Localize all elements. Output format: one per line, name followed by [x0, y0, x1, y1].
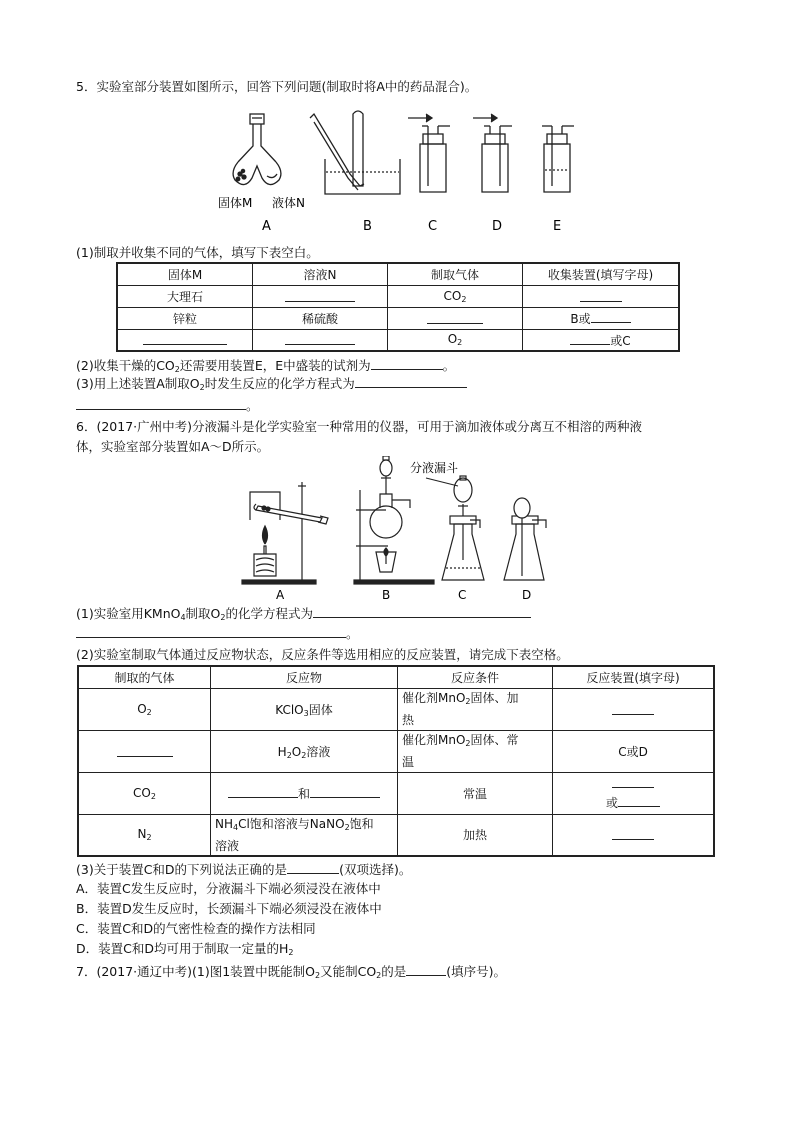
table-row [78, 730, 714, 772]
q6-cell: $CO_2$ [78, 772, 211, 814]
q6-blank-cell[interactable] [553, 688, 715, 730]
letter-b: B [363, 219, 372, 234]
q6-th-condition: 反应条件 [398, 666, 553, 688]
q6-blank-cell[interactable] [553, 814, 715, 856]
q5-part3: (3)用上述装置A制取$O_2$时发生反应的化学方程式为 [76, 374, 467, 397]
table-row [78, 688, 714, 730]
q6-apparatus-figure [236, 456, 556, 602]
q6-part1: (1)实验室用KMnO$_4$制取$O_2$的化学方程式为 [76, 604, 531, 627]
letter-a: A [262, 219, 271, 234]
table-row [78, 814, 714, 856]
answer-blank[interactable] [406, 962, 446, 976]
q6-cell: 催化剂MnO$_2$固体、常 温 [398, 730, 553, 772]
q5-th-gas: 制取气体 [388, 263, 523, 285]
apparatus-c-conical [442, 476, 484, 580]
q6-option-c: C．装置C和D的气密性检查的操作方法相同 [76, 921, 316, 936]
q6-cell: KClO$_3$固体 [211, 688, 398, 730]
apparatus-d-bottle [473, 114, 512, 192]
q5-blank-cell[interactable] [117, 329, 253, 351]
q5-blank-cell[interactable] [253, 285, 388, 307]
q5-cell: 稀硫酸 [253, 307, 388, 329]
q5-apparatus-figure [210, 104, 590, 234]
q6-stem-line2: 体，实验室部分装置如A～D所示。 [76, 439, 270, 454]
q6-th-reactant: 反应物 [211, 666, 398, 688]
letter-d: D [492, 219, 503, 234]
apparatus-b-flask [354, 456, 434, 584]
q6-cell[interactable]: 或 [553, 772, 715, 814]
q5-th-solid: 固体M [117, 263, 253, 285]
q6-th-device: 反应装置(填字母) [553, 666, 715, 688]
q6-option-b: B．装置D发生反应时，长颈漏斗下端必须浸没在液体中 [76, 901, 382, 916]
q6-cell: 常温 [398, 772, 553, 814]
answer-blank[interactable] [76, 396, 246, 410]
q5-blank-cell[interactable] [523, 285, 680, 307]
q6-part1-cont: 。 [76, 624, 359, 643]
apparatus-a-heating [242, 482, 328, 584]
apparatus-d-conical [504, 498, 546, 580]
answer-blank[interactable] [371, 356, 443, 370]
letter-c: C [458, 588, 467, 602]
apparatus-e-bottle [542, 126, 574, 192]
label-liquid-n: 液体N [272, 196, 305, 210]
q6-cell[interactable]: 和 [211, 772, 398, 814]
q7-stem: 7．(2017·通辽中考)(1)图1装置中既能制$O_2$又能制$CO_2$的是 (填序号)。 [76, 964, 507, 980]
q5-stem: 5．实验室部分装置如图所示，回答下列问题(制取时将A中的药品混合)。 [76, 79, 478, 94]
q6-th-gas: 制取的气体 [78, 666, 211, 688]
q5-th-collect: 收集装置(填写字母) [523, 263, 680, 285]
answer-blank[interactable] [313, 604, 531, 618]
q6-stem-line1: 6．(2017·广州中考)分液漏斗是化学实验室一种常用的仪器，可用于滴加液体或分离互不相溶的两种液 [76, 419, 642, 434]
table-row [117, 329, 679, 351]
table-row [117, 285, 679, 307]
q6-cell: $N_2$ [78, 814, 211, 856]
letter-a: A [276, 588, 285, 602]
q6-part3: (3)关于装置C和D的下列说法正确的是 (双项选择)。 [76, 862, 412, 877]
answer-blank[interactable] [355, 374, 467, 388]
letter-b: B [382, 588, 391, 602]
letter-e: E [553, 219, 562, 234]
q5-part2: (2)收集干燥的$CO_2$还需要用装置E，E中盛装的试剂为 。 [76, 358, 456, 374]
q5-cell: 大理石 [117, 285, 253, 307]
q6-cell: $NH_4Cl$饱和溶液与NaNO$_2$饱和 溶液 [211, 814, 398, 856]
q6-cell: 催化剂MnO$_2$固体、加 热 [398, 688, 553, 730]
label-solid-m: 固体M [218, 196, 253, 210]
q5-table [116, 262, 680, 352]
q6-table [77, 665, 715, 857]
q5-part3-cont: 。 [76, 396, 259, 415]
q6-cell: 加热 [398, 814, 553, 856]
answer-blank[interactable] [287, 860, 339, 874]
funnel-label: 分液漏斗 [410, 461, 459, 475]
letter-d: D [522, 588, 532, 602]
apparatus-c-bottle [408, 114, 450, 192]
q6-blank-cell[interactable] [78, 730, 211, 772]
q6-part2: (2)实验室制取气体通过反应物状态，反应条件等选用相应的反应装置，请完成下表空格。 [76, 647, 569, 662]
q6-cell: $O_2$ [78, 688, 211, 730]
q5-blank-cell[interactable] [253, 329, 388, 351]
q6-option-a: A．装置C发生反应时，分液漏斗下端必须浸没在液体中 [76, 881, 381, 896]
table-row [78, 772, 714, 814]
q5-cell: 锌粒 [117, 307, 253, 329]
q6-option-d: D．装置C和D均可用于制取一定量的$H_2$ [76, 941, 294, 957]
letter-c: C [428, 219, 438, 234]
q5-cell: $O_2$ [388, 329, 523, 351]
q5-th-solution: 溶液N [253, 263, 388, 285]
table-row [117, 307, 679, 329]
apparatus-a-y-tube [233, 114, 281, 185]
q5-cell: $CO_2$ [388, 285, 523, 307]
q5-blank-cell[interactable] [388, 307, 523, 329]
q6-cell: C或D [553, 730, 715, 772]
apparatus-b-water-trough [310, 111, 400, 194]
answer-blank[interactable] [76, 624, 346, 638]
q6-cell: $H_2O_2$溶液 [211, 730, 398, 772]
q5-cell[interactable]: B或 [523, 307, 680, 329]
q5-cell[interactable]: 或C [523, 329, 680, 351]
q5-part1: (1)制取并收集不同的气体，填写下表空白。 [76, 245, 319, 260]
